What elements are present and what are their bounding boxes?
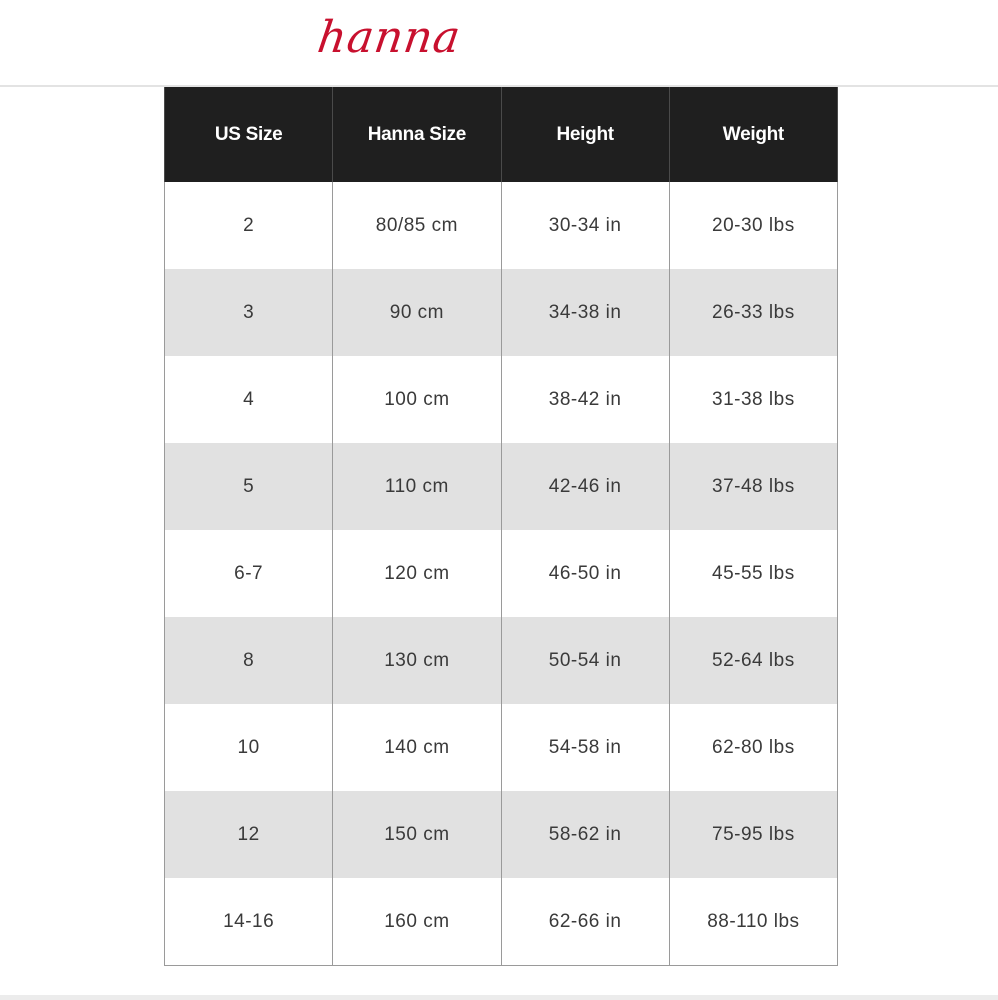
table-row [165, 182, 838, 269]
cell-us-size: 14-16 [165, 878, 333, 966]
cell-weight: 45-55 lbs [669, 530, 837, 617]
page-footer-divider [0, 995, 998, 1000]
cell-weight: 88-110 lbs [669, 878, 837, 966]
cell-height: 58-62 in [501, 791, 669, 878]
cell-height: 38-42 in [501, 356, 669, 443]
cell-weight: 26-33 lbs [669, 269, 837, 356]
cell-hanna-size: 150 cm [333, 791, 501, 878]
cell-weight: 20-30 lbs [669, 182, 837, 269]
column-header-us-size: US Size [165, 87, 333, 182]
column-header-weight: Weight [669, 87, 837, 182]
cell-us-size: 5 [165, 443, 333, 530]
cell-height: 46-50 in [501, 530, 669, 617]
table-row [165, 878, 838, 966]
cell-us-size: 4 [165, 356, 333, 443]
cell-hanna-size: 130 cm [333, 617, 501, 704]
cell-height: 50-54 in [501, 617, 669, 704]
column-header-hanna-size: Hanna Size [333, 87, 501, 182]
cell-hanna-size: 100 cm [333, 356, 501, 443]
cell-hanna-size: 120 cm [333, 530, 501, 617]
size-chart-table [164, 87, 838, 966]
cell-height: 34-38 in [501, 269, 669, 356]
cell-weight: 52-64 lbs [669, 617, 837, 704]
table-row [165, 791, 838, 878]
table-row [165, 530, 838, 617]
cell-us-size: 6-7 [165, 530, 333, 617]
table-row [165, 704, 838, 791]
cell-hanna-size: 140 cm [333, 704, 501, 791]
cell-us-size: 12 [165, 791, 333, 878]
cell-height: 42-46 in [501, 443, 669, 530]
cell-hanna-size: 110 cm [333, 443, 501, 530]
brand-logo[interactable] [314, 10, 465, 66]
table-row [165, 269, 838, 356]
cell-us-size: 2 [165, 182, 333, 269]
cell-weight: 37-48 lbs [669, 443, 837, 530]
cell-us-size: 3 [165, 269, 333, 356]
table-row [165, 443, 838, 530]
cell-us-size: 10 [165, 704, 333, 791]
cell-weight: 75-95 lbs [669, 791, 837, 878]
table-row [165, 356, 838, 443]
column-header-height: Height [501, 87, 669, 182]
table-row [165, 617, 838, 704]
brand-logo-text: hanna [314, 12, 465, 63]
table-header-row [165, 87, 838, 182]
cell-hanna-size: 90 cm [333, 269, 501, 356]
cell-hanna-size: 80/85 cm [333, 182, 501, 269]
cell-weight: 62-80 lbs [669, 704, 837, 791]
cell-height: 62-66 in [501, 878, 669, 966]
cell-weight: 31-38 lbs [669, 356, 837, 443]
cell-us-size: 8 [165, 617, 333, 704]
cell-height: 30-34 in [501, 182, 669, 269]
cell-hanna-size: 160 cm [333, 878, 501, 966]
cell-height: 54-58 in [501, 704, 669, 791]
page-header [0, 0, 998, 86]
